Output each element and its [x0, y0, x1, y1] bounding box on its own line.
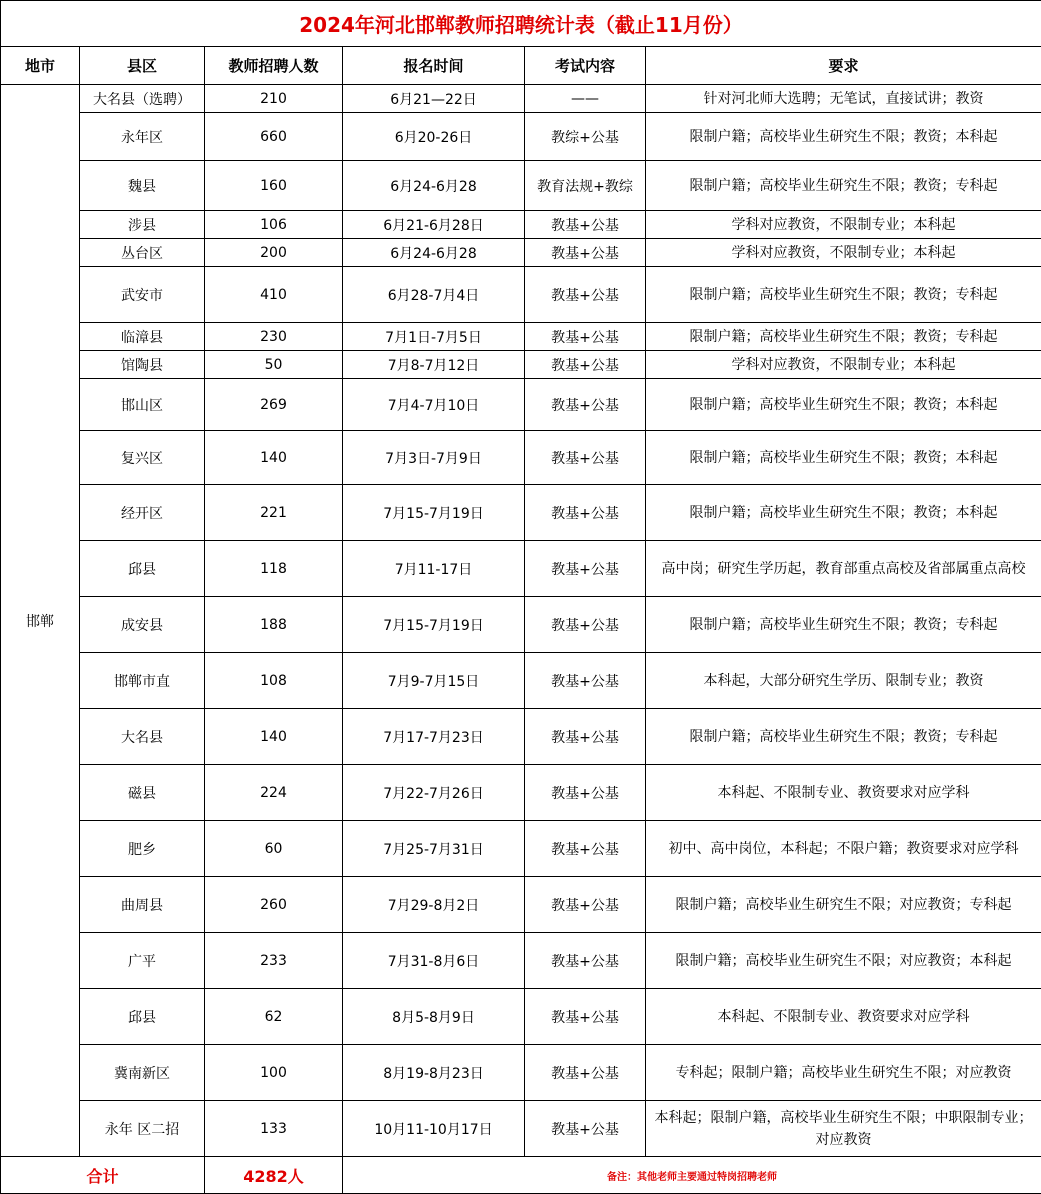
count-cell: 106 [205, 211, 343, 239]
table-row [1, 653, 1041, 709]
count-cell: 269 [205, 379, 343, 431]
requirements-cell: 本科起、不限制专业、教资要求对应学科 [646, 765, 1041, 821]
requirements-cell: 本科起，大部分研究生学历、限制专业；教资 [646, 653, 1041, 709]
count-cell: 140 [205, 709, 343, 765]
table-row [1, 211, 1041, 239]
requirements-cell: 限制户籍；高校毕业生研究生不限；教资；本科起 [646, 379, 1041, 431]
count-cell: 140 [205, 431, 343, 485]
date-cell: 6月28-7月4日 [343, 267, 525, 323]
county-cell: 永年 区二招 [80, 1101, 205, 1157]
exam-cell: 教基+公基 [525, 1045, 646, 1101]
count-cell: 200 [205, 239, 343, 267]
requirements-cell: 限制户籍；高校毕业生研究生不限；教资；专科起 [646, 161, 1041, 211]
date-cell: 6月24-6月28 [343, 239, 525, 267]
header-city: 地市 [1, 47, 80, 85]
date-cell: 8月19-8月23日 [343, 1045, 525, 1101]
requirements-cell: 限制户籍；高校毕业生研究生不限；对应教资；专科起 [646, 877, 1041, 933]
exam-cell: 教育法规+教综 [525, 161, 646, 211]
table-row [1, 877, 1041, 933]
table-row [1, 85, 1041, 113]
requirements-cell: 限制户籍；高校毕业生研究生不限；教资；本科起 [646, 485, 1041, 541]
requirements-cell: 本科起；限制户籍，高校毕业生研究生不限；中职限制专业；对应教资 [646, 1101, 1041, 1157]
table-row [1, 1101, 1041, 1157]
exam-cell: 教基+公基 [525, 379, 646, 431]
header-requirements: 要求 [646, 47, 1041, 85]
table-row [1, 821, 1041, 877]
count-cell: 160 [205, 161, 343, 211]
requirements-cell: 限制户籍；高校毕业生研究生不限；教资；专科起 [646, 323, 1041, 351]
exam-cell: 教基+公基 [525, 709, 646, 765]
table-row [1, 379, 1041, 431]
date-cell: 7月11-17日 [343, 541, 525, 597]
date-cell: 6月21—22日 [343, 85, 525, 113]
date-cell: 7月15-7月19日 [343, 485, 525, 541]
exam-cell: 教基+公基 [525, 653, 646, 709]
requirements-cell: 高中岗；研究生学历起，教育部重点高校及省部属重点高校 [646, 541, 1041, 597]
requirements-cell: 初中、高中岗位，本科起；不限户籍；教资要求对应学科 [646, 821, 1041, 877]
county-cell: 邱县 [80, 989, 205, 1045]
table-title: 2024年河北邯郸教师招聘统计表（截止11月份） [1, 1, 1041, 47]
table-row [1, 765, 1041, 821]
count-cell: 210 [205, 85, 343, 113]
date-cell: 6月21-6月28日 [343, 211, 525, 239]
county-cell: 经开区 [80, 485, 205, 541]
total-row [1, 1157, 1041, 1194]
table-row [1, 597, 1041, 653]
date-cell: 7月9-7月15日 [343, 653, 525, 709]
count-cell: 108 [205, 653, 343, 709]
county-cell: 武安市 [80, 267, 205, 323]
exam-cell: 教基+公基 [525, 821, 646, 877]
county-cell: 大名县 [80, 709, 205, 765]
footnote: 备注：其他老师主要通过特岗招聘老师 [343, 1157, 1041, 1194]
exam-cell: 教基+公基 [525, 211, 646, 239]
requirements-cell: 针对河北师大选聘；无笔试，直接试讲；教资 [646, 85, 1041, 113]
county-cell: 魏县 [80, 161, 205, 211]
exam-cell: 教基+公基 [525, 239, 646, 267]
requirements-cell: 限制户籍；高校毕业生研究生不限；教资；本科起 [646, 113, 1041, 161]
county-cell: 涉县 [80, 211, 205, 239]
exam-cell: 教基+公基 [525, 541, 646, 597]
exam-cell: 教基+公基 [525, 267, 646, 323]
count-cell: 221 [205, 485, 343, 541]
table-row [1, 267, 1041, 323]
date-cell: 10月11-10月17日 [343, 1101, 525, 1157]
exam-cell: 教基+公基 [525, 933, 646, 989]
count-cell: 188 [205, 597, 343, 653]
exam-cell: 教基+公基 [525, 1101, 646, 1157]
requirements-cell: 限制户籍；高校毕业生研究生不限；教资；专科起 [646, 709, 1041, 765]
table-row [1, 989, 1041, 1045]
county-cell: 广平 [80, 933, 205, 989]
date-cell: 7月8-7月12日 [343, 351, 525, 379]
table-body [1, 85, 1041, 1157]
county-cell: 大名县（选聘） [80, 85, 205, 113]
requirements-cell: 限制户籍；高校毕业生研究生不限；教资；本科起 [646, 431, 1041, 485]
table-row [1, 239, 1041, 267]
requirements-cell: 学科对应教资，不限制专业；本科起 [646, 239, 1041, 267]
requirements-cell: 限制户籍；高校毕业生研究生不限；对应教资；本科起 [646, 933, 1041, 989]
count-cell: 50 [205, 351, 343, 379]
count-cell: 224 [205, 765, 343, 821]
count-cell: 100 [205, 1045, 343, 1101]
count-cell: 60 [205, 821, 343, 877]
county-cell: 肥乡 [80, 821, 205, 877]
date-cell: 6月24-6月28 [343, 161, 525, 211]
table-row [1, 431, 1041, 485]
county-cell: 临漳县 [80, 323, 205, 351]
header-date: 报名时间 [343, 47, 525, 85]
count-cell: 62 [205, 989, 343, 1045]
exam-cell: 教基+公基 [525, 989, 646, 1045]
date-cell: 7月17-7月23日 [343, 709, 525, 765]
exam-cell: 教基+公基 [525, 877, 646, 933]
header-exam: 考试内容 [525, 47, 646, 85]
county-cell: 磁县 [80, 765, 205, 821]
county-cell: 成安县 [80, 597, 205, 653]
exam-cell: —— [525, 85, 646, 113]
requirements-cell: 专科起；限制户籍；高校毕业生研究生不限；对应教资 [646, 1045, 1041, 1101]
count-cell: 230 [205, 323, 343, 351]
date-cell: 7月31-8月6日 [343, 933, 525, 989]
date-cell: 7月3日-7月9日 [343, 431, 525, 485]
date-cell: 7月25-7月31日 [343, 821, 525, 877]
count-cell: 410 [205, 267, 343, 323]
date-cell: 7月15-7月19日 [343, 597, 525, 653]
county-cell: 曲周县 [80, 877, 205, 933]
exam-cell: 教综+公基 [525, 113, 646, 161]
county-cell: 邱县 [80, 541, 205, 597]
county-cell: 邯山区 [80, 379, 205, 431]
table-row [1, 1045, 1041, 1101]
header-county: 县区 [80, 47, 205, 85]
requirements-cell: 限制户籍；高校毕业生研究生不限；教资；专科起 [646, 597, 1041, 653]
date-cell: 6月20-26日 [343, 113, 525, 161]
table-row [1, 709, 1041, 765]
table-row [1, 161, 1041, 211]
exam-cell: 教基+公基 [525, 323, 646, 351]
requirements-cell: 学科对应教资，不限制专业；本科起 [646, 211, 1041, 239]
date-cell: 8月5-8月9日 [343, 989, 525, 1045]
table-row [1, 485, 1041, 541]
date-cell: 7月4-7月10日 [343, 379, 525, 431]
date-cell: 7月1日-7月5日 [343, 323, 525, 351]
exam-cell: 教基+公基 [525, 597, 646, 653]
count-cell: 260 [205, 877, 343, 933]
header-count: 教师招聘人数 [205, 47, 343, 85]
table-row [1, 933, 1041, 989]
table-row [1, 351, 1041, 379]
date-cell: 7月22-7月26日 [343, 765, 525, 821]
count-cell: 133 [205, 1101, 343, 1157]
requirements-cell: 学科对应教资，不限制专业；本科起 [646, 351, 1041, 379]
exam-cell: 教基+公基 [525, 351, 646, 379]
city-cell: 邯郸 [1, 85, 80, 1157]
table-row [1, 113, 1041, 161]
date-cell: 7月29-8月2日 [343, 877, 525, 933]
count-cell: 118 [205, 541, 343, 597]
requirements-cell: 限制户籍；高校毕业生研究生不限；教资；专科起 [646, 267, 1041, 323]
table-row [1, 541, 1041, 597]
county-cell: 冀南新区 [80, 1045, 205, 1101]
total-value: 4282人 [205, 1157, 343, 1194]
county-cell: 邯郸市直 [80, 653, 205, 709]
exam-cell: 教基+公基 [525, 765, 646, 821]
count-cell: 660 [205, 113, 343, 161]
table-row [1, 323, 1041, 351]
county-cell: 永年区 [80, 113, 205, 161]
header-row [1, 47, 1041, 85]
county-cell: 丛台区 [80, 239, 205, 267]
count-cell: 233 [205, 933, 343, 989]
county-cell: 复兴区 [80, 431, 205, 485]
requirements-cell: 本科起、不限制专业、教资要求对应学科 [646, 989, 1041, 1045]
total-label: 合计 [1, 1157, 205, 1194]
exam-cell: 教基+公基 [525, 485, 646, 541]
county-cell: 馆陶县 [80, 351, 205, 379]
exam-cell: 教基+公基 [525, 431, 646, 485]
